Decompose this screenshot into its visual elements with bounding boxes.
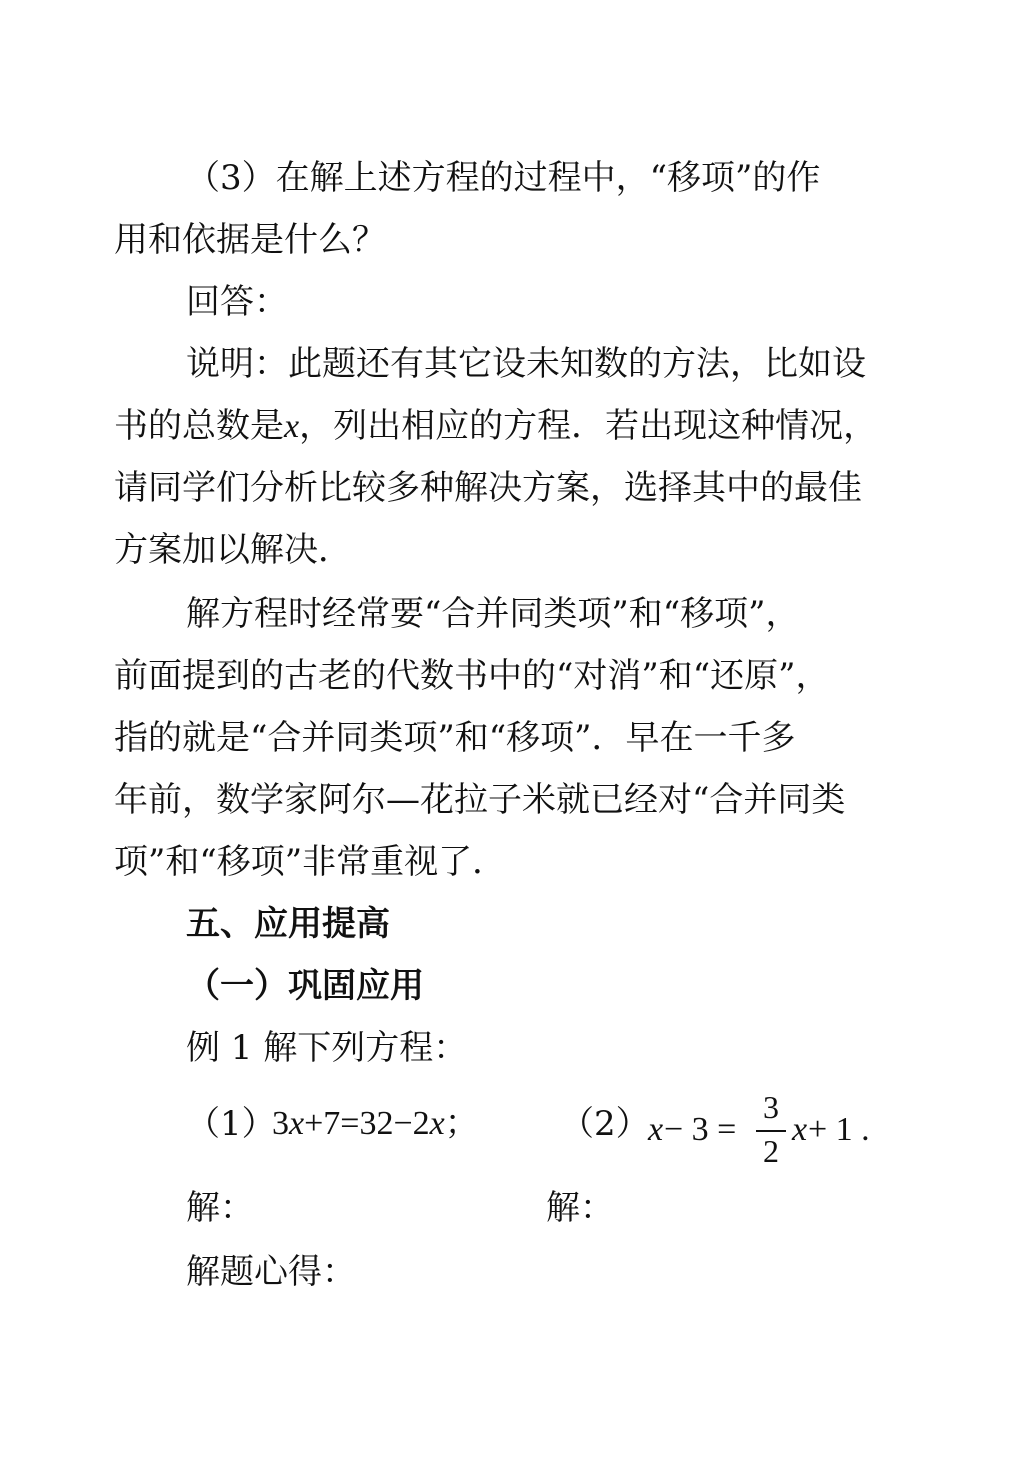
note-line-1: 说明：此题还有其它设未知数的方法，比如设 (186, 344, 866, 384)
eq2-lhs-rest: − 3 = (664, 1111, 737, 1148)
solution-label-2: 解： (546, 1188, 614, 1228)
eq2-fraction-denominator: 2 (763, 1133, 779, 1169)
note-line-2-text-b: ，列出相应的方程．若出现这种情况， (299, 406, 878, 446)
eq2-fraction-bar (756, 1130, 786, 1132)
eq2-rhs-rest: + 1 . (808, 1111, 870, 1148)
equation-2-label: （2） (560, 1104, 650, 1144)
eq2-rhs-var: x (792, 1111, 808, 1148)
eq2-lhs-var: x (648, 1111, 664, 1148)
equation-1-label: （1） (186, 1104, 276, 1144)
note-line-2 (114, 404, 1032, 449)
note-line-3: 请同学们分析比较多种解决方案，选择其中的最佳 (114, 468, 862, 508)
example-title: 例 1 解下列方程： (186, 1028, 468, 1068)
eq1-end: ； (444, 1105, 479, 1142)
question-3-line-2: 用和依据是什么？ (114, 220, 386, 260)
eq1-coef: 3 (272, 1105, 289, 1142)
example-equations (0, 1088, 1032, 1178)
subsection-heading: （一）巩固应用 (186, 966, 424, 1006)
history-line-3: 指的就是“合并同类项”和“移项”．早在一千多 (114, 718, 796, 758)
reflection-label: 解题心得： (186, 1252, 356, 1292)
history-line-1: 解方程时经常要“合并同类项”和“移项”， (186, 594, 800, 634)
solution-label-1: 解： (186, 1188, 254, 1228)
eq1-var: x (289, 1105, 305, 1142)
section-heading: 五、应用提高 (186, 904, 390, 944)
note-line-4: 方案加以解决． (114, 530, 352, 570)
variable-x: x (284, 408, 300, 445)
eq1-middle: +7=32−2 (304, 1105, 430, 1142)
history-line-5: 项”和“移项”非常重视了． (114, 842, 507, 882)
note-line-2-text-a: 书的总数是 (114, 406, 284, 446)
answer-label: 回答： (186, 282, 288, 322)
eq2-fraction-numerator: 3 (763, 1089, 779, 1125)
eq1-var-2: x (429, 1105, 445, 1142)
question-3-line-1: （3）在解上述方程的过程中，“移项”的作 (186, 158, 821, 198)
history-line-4: 年前，数学家阿尔—花拉子米就已经对“合并同类 (114, 780, 846, 820)
history-line-2: 前面提到的古老的代数书中的“对消”和“还原”， (114, 656, 830, 696)
equation-1 (272, 1102, 479, 1146)
